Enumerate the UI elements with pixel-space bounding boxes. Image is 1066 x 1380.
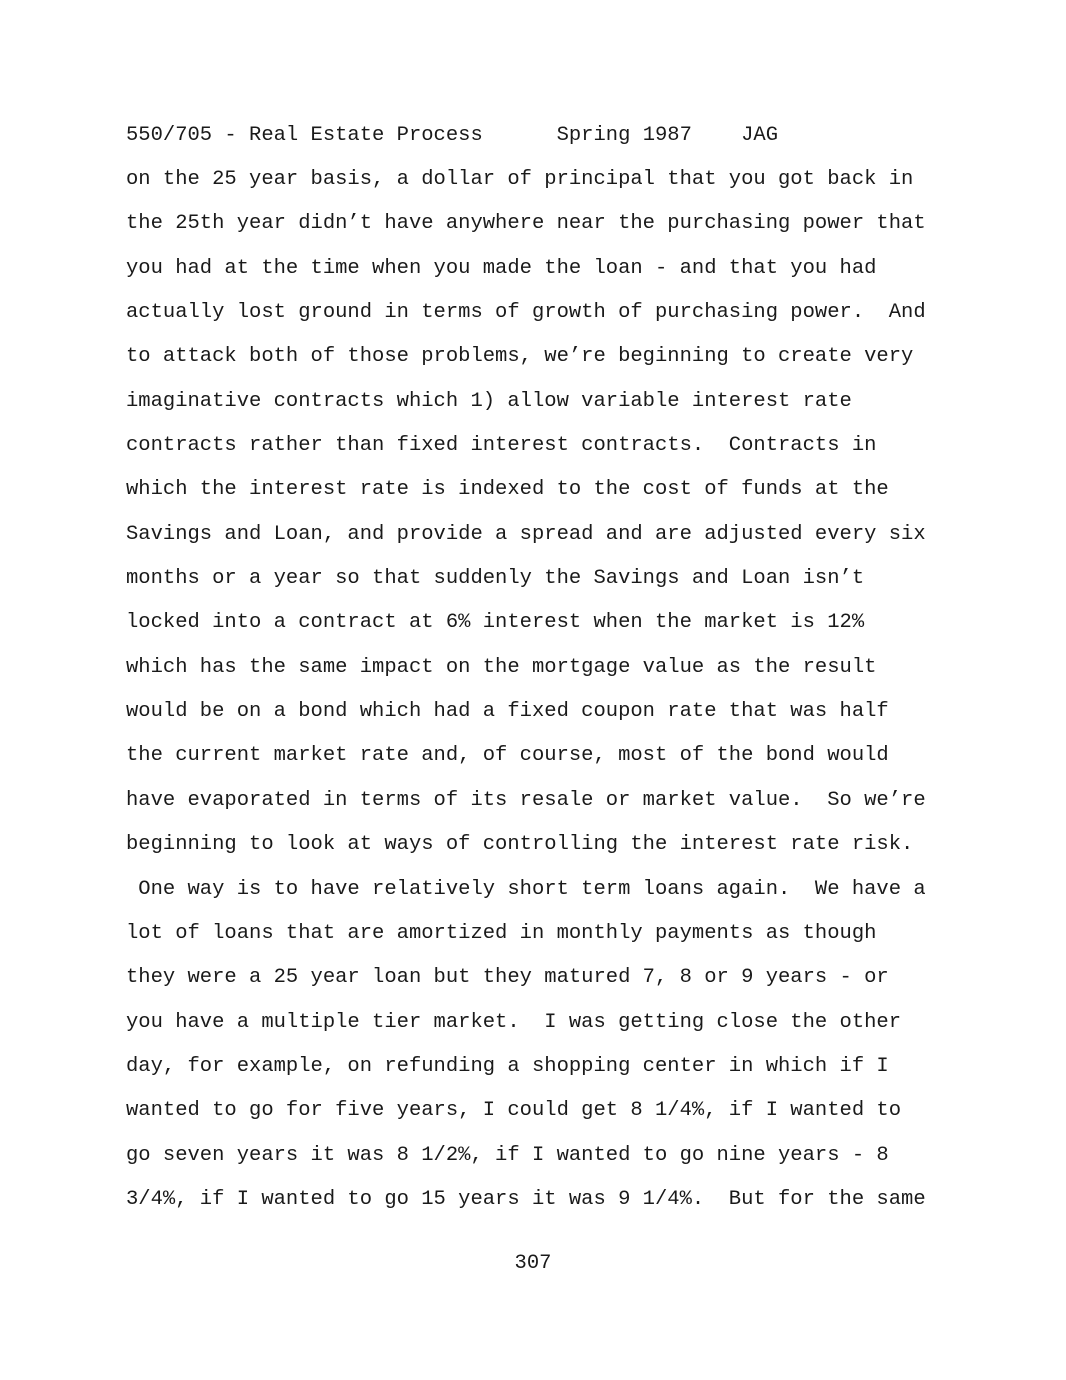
course-title: 550/705 - Real Estate Process: [126, 124, 483, 147]
text-line: imaginative contracts which 1) allow variable interest rate: [126, 389, 852, 413]
text-line: they were a 25 year loan but they matured 7, 8 or 9 years - or: [126, 966, 889, 990]
text-line: have evaporated in terms of its resale or market value. So we’re: [126, 788, 926, 812]
text-line: months or a year so that suddenly the Savings and Loan isn’t: [126, 567, 865, 591]
text-line: wanted to go for five years, I could get 8 1/4%, if I wanted to: [126, 1099, 902, 1123]
text-line: contracts rather than fixed interest contracts. Contracts in: [126, 434, 877, 458]
text-line: the current market rate and, of course, most of the bond would: [126, 744, 889, 768]
text-line: go seven years it was 8 1/2%, if I wanted to go nine years - 8: [126, 1143, 889, 1167]
text-line: which the interest rate is indexed to the cost of funds at the: [126, 478, 889, 502]
text-line: 3/4%, if I wanted to go 15 years it was 9 1/4%. But for the same: [126, 1187, 926, 1211]
text-line: lot of loans that are amortized in monthly payments as though: [126, 921, 877, 945]
text-line: which has the same impact on the mortgage value as the result: [126, 655, 877, 679]
text-line: locked into a contract at 6% interest when the market is 12%: [126, 611, 865, 635]
text-line: day, for example, on refunding a shopping center in which if I: [126, 1054, 889, 1078]
text-line: beginning to look at ways of controlling the interest rate risk.: [126, 833, 914, 857]
text-line: to attack both of those problems, we’re beginning to create very: [126, 345, 914, 369]
text-line: you have a multiple tier market. I was getting close the other: [126, 1010, 902, 1034]
page-header: [126, 124, 778, 148]
text-line: on the 25 year basis, a dollar of principal that you got back in: [126, 168, 914, 191]
text-line: One way is to have relatively short term loans again. We have a: [126, 877, 926, 901]
term-label: Spring 1987: [556, 124, 692, 147]
author-initials: JAG: [741, 124, 779, 147]
text-line: actually lost ground in terms of growth of purchasing power. And: [126, 301, 926, 325]
page-number: 307: [514, 1252, 552, 1275]
text-line: you had at the time when you made the loan - and that you had: [126, 256, 877, 280]
header-gap-2: [692, 124, 741, 147]
text-line: Savings and Loan, and provide a spread and are adjusted every six: [126, 522, 926, 546]
text-line: the 25th year didn’t have anywhere near the purchasing power that: [126, 212, 926, 236]
text-line: would be on a bond which had a fixed coupon rate that was half: [126, 700, 889, 724]
transcript-body: [126, 168, 956, 1232]
header-gap-1: [483, 124, 557, 147]
